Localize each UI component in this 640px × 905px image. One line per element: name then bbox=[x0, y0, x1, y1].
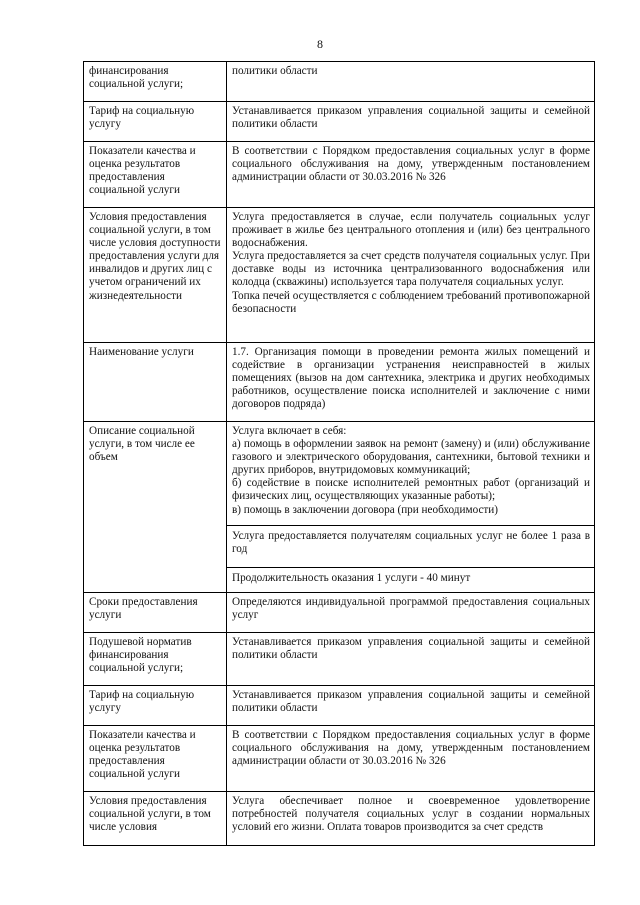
table-row bbox=[84, 422, 595, 593]
row-label: Показатели качества и оценка результатов предоставления социальной услуги bbox=[84, 142, 227, 208]
service-table bbox=[83, 61, 595, 846]
table-row bbox=[84, 725, 595, 791]
row-label: Наименование услуги bbox=[84, 343, 227, 422]
row-value: В соответствии с Порядком предоставления социальных услуг в форме социального обслуживания на дому, утвержденным постановлением администрации области от 30.03.2016 № 326 bbox=[227, 142, 595, 208]
row-label: Сроки предоставления услуги bbox=[84, 592, 227, 632]
row-value: В соответствии с Порядком предоставления социальных услуг в форме социального обслуживания на дому, утвержденным постановлением администрации области от 30.03.2016 № 326 bbox=[227, 725, 595, 791]
service-duration: Продолжительность оказания 1 услуги - 40 минут bbox=[227, 567, 594, 587]
table-row bbox=[84, 791, 595, 845]
table-row bbox=[84, 592, 595, 632]
service-volume: Услуга предоставляется получателям социальных услуг не более 1 раза в год bbox=[227, 525, 594, 558]
condition-line: Услуга предоставляется в случае, если получатель социальных услуг проживает в жилье без центрального отопления и (или) без центрального водоснабжения. bbox=[232, 211, 590, 250]
table-row bbox=[84, 102, 595, 142]
row-label: Тариф на социальную услугу bbox=[84, 685, 227, 725]
row-value bbox=[227, 422, 595, 593]
table-row bbox=[84, 632, 595, 685]
condition-line: Топка печей осуществляется с соблюдением требований противопожарной безопасности bbox=[232, 289, 590, 315]
service-item: а) помощь в оформлении заявок на ремонт (замену) и (или) обслуживание газового и электрического оборудования, сантехники, бытовой техники и других приборов, внутридомовых коммуникаций; bbox=[232, 438, 590, 477]
table-row bbox=[84, 142, 595, 208]
row-label: Подушевой норматив финансирования социальной услуги; bbox=[84, 632, 227, 685]
row-value: Услуга обеспечивает полное и своевременное удовлетворение потребностей получателя социальных услуг в создании нормальных условий его жизни. Оплата товаров производится за счет средств bbox=[227, 791, 595, 845]
service-item: б) содействие в поиске исполнителей ремонтных работ (организаций и физических лиц, осуществляющих указанные работы); bbox=[232, 477, 590, 503]
row-label: Тариф на социальную услугу bbox=[84, 102, 227, 142]
row-value: 1.7. Организация помощи в проведении ремонта жилых помещений и содействие в организации устранения неисправностей в жилых помещениях (вызов на дом сантехника, электрика и других необходимых работников, осуществление поиска исполнителей и заключение с ними договоров подряда) bbox=[227, 343, 595, 422]
row-value: Определяются индивидуальной программой предоставления социальных услуг bbox=[227, 592, 595, 632]
page-number: 8 bbox=[317, 37, 323, 51]
service-item: в) помощь в заключении договора (при необходимости) bbox=[232, 503, 499, 516]
row-label: Описание социальной услуги, в том числе ее объем bbox=[84, 422, 227, 593]
row-value: Устанавливается приказом управления социальной защиты и семейной политики области bbox=[227, 685, 595, 725]
row-label: Условия предоставления социальной услуги, в том числе условия доступности предоставления услуги для инвалидов и других лиц с учетом ограничений их жизнедеятельности bbox=[84, 208, 227, 343]
condition-line: Услуга предоставляется за счет средств получателя социальных услуг. При доставке воды из источника централизованного водоснабжения или колодца (скважины) используется тара получателя социальных услуг. bbox=[232, 250, 590, 289]
row-value: политики области bbox=[227, 62, 595, 102]
table-row bbox=[84, 208, 595, 343]
row-value: Устанавливается приказом управления социальной защиты и семейной политики области bbox=[227, 632, 595, 685]
table-row bbox=[84, 343, 595, 422]
service-intro: Услуга включает в себя: bbox=[232, 425, 347, 437]
row-value bbox=[227, 208, 595, 343]
row-value: Устанавливается приказом управления социальной защиты и семейной политики области bbox=[227, 102, 595, 142]
row-label: Условия предоставления социальной услуги, в том числе условия bbox=[84, 791, 227, 845]
table-row bbox=[84, 685, 595, 725]
row-label: финансирования социальной услуги; bbox=[84, 62, 227, 102]
table-row bbox=[84, 62, 595, 102]
row-label: Показатели качества и оценка результатов предоставления социальной услуги bbox=[84, 725, 227, 791]
